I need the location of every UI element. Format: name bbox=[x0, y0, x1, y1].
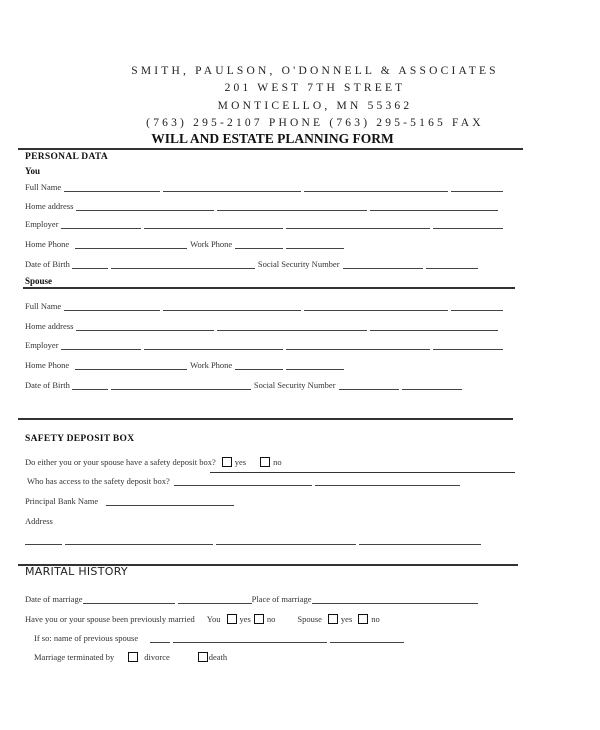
firm-street: 201 WEST 7TH STREET bbox=[224, 82, 406, 94]
full-name-field[interactable] bbox=[64, 301, 160, 311]
address-field[interactable] bbox=[65, 535, 213, 545]
address-field[interactable] bbox=[216, 535, 356, 545]
label: Employer bbox=[25, 219, 59, 229]
address-field[interactable] bbox=[359, 535, 481, 545]
work-phone-field[interactable] bbox=[235, 239, 283, 249]
full-name-field[interactable] bbox=[451, 301, 503, 311]
marriage-place-field[interactable] bbox=[312, 594, 478, 604]
label: Have you or your spouse been previously married bbox=[25, 614, 195, 624]
full-name-field[interactable] bbox=[163, 301, 301, 311]
label: divorce bbox=[144, 652, 170, 662]
full-name-field[interactable] bbox=[451, 182, 503, 192]
spouse-full-name-row bbox=[25, 299, 506, 311]
marriage-date-field[interactable] bbox=[83, 594, 175, 604]
death-checkbox[interactable] bbox=[198, 652, 208, 662]
full-name-field[interactable] bbox=[304, 182, 448, 192]
you-no-checkbox[interactable] bbox=[254, 614, 264, 624]
label: Date of marriage bbox=[25, 594, 83, 604]
safety-deposit-heading: SAFETY DEPOSIT BOX bbox=[25, 434, 135, 444]
divider bbox=[210, 472, 515, 473]
you-employer-row bbox=[25, 217, 506, 229]
label: Do either you or your spouse have a safety deposit box? bbox=[25, 457, 216, 467]
label: Work Phone bbox=[190, 360, 233, 370]
access-field[interactable] bbox=[174, 476, 312, 486]
work-phone-field[interactable] bbox=[286, 360, 344, 370]
employer-field[interactable] bbox=[433, 340, 503, 350]
dob-field[interactable] bbox=[111, 259, 255, 269]
previous-spouse-field[interactable] bbox=[150, 633, 170, 643]
full-name-field[interactable] bbox=[64, 182, 160, 192]
label: Home Phone bbox=[25, 239, 70, 249]
label: yes bbox=[239, 614, 251, 624]
label: Employer bbox=[25, 340, 59, 350]
home-phone-field[interactable] bbox=[75, 239, 187, 249]
access-field[interactable] bbox=[315, 476, 460, 486]
label: Social Security Number bbox=[253, 380, 336, 390]
spouse-home-address-row bbox=[25, 319, 501, 331]
you-full-name-row bbox=[25, 180, 506, 192]
employer-field[interactable] bbox=[144, 219, 283, 229]
home-address-field[interactable] bbox=[370, 321, 498, 331]
marriage-date-row bbox=[25, 592, 481, 604]
label: Principal Bank Name bbox=[25, 496, 99, 506]
spouse-employer-row bbox=[25, 338, 506, 350]
label: Date of Birth bbox=[25, 380, 70, 390]
you-yes-checkbox[interactable] bbox=[227, 614, 237, 624]
home-address-field[interactable] bbox=[370, 201, 498, 211]
form-title: WILL AND ESTATE PLANNING FORM bbox=[151, 131, 394, 146]
work-phone-field[interactable] bbox=[235, 360, 283, 370]
label: Home Phone bbox=[25, 360, 70, 370]
label: Full Name bbox=[25, 301, 62, 311]
home-address-field[interactable] bbox=[76, 321, 214, 331]
you-home-address-row bbox=[25, 199, 501, 211]
label: no bbox=[371, 614, 380, 624]
label: If so: name of previous spouse bbox=[34, 633, 139, 643]
safety-box-question-row bbox=[25, 455, 282, 467]
ssn-field[interactable] bbox=[339, 380, 399, 390]
previous-spouse-field[interactable] bbox=[173, 633, 327, 643]
label: Full Name bbox=[25, 182, 62, 192]
dob-field[interactable] bbox=[72, 259, 108, 269]
termination-row bbox=[34, 650, 227, 662]
full-name-field[interactable] bbox=[163, 182, 301, 192]
spouse-no-checkbox[interactable] bbox=[358, 614, 368, 624]
bank-name-field[interactable] bbox=[106, 496, 234, 506]
label: no bbox=[266, 614, 276, 624]
label: You bbox=[206, 614, 221, 624]
spouse-phone-row bbox=[25, 358, 347, 370]
home-address-field[interactable] bbox=[76, 201, 214, 211]
label: yes bbox=[340, 614, 353, 624]
employer-field[interactable] bbox=[144, 340, 283, 350]
label: Date of Birth bbox=[25, 259, 70, 269]
home-address-field[interactable] bbox=[217, 201, 367, 211]
employer-field[interactable] bbox=[61, 219, 141, 229]
you-dob-row bbox=[25, 257, 481, 269]
label: Social Security Number bbox=[257, 259, 340, 269]
spouse-dob-row bbox=[25, 378, 465, 390]
access-row bbox=[27, 474, 463, 486]
label: no bbox=[273, 457, 282, 467]
label: Work Phone bbox=[190, 239, 233, 249]
employer-field[interactable] bbox=[286, 219, 430, 229]
divorce-checkbox[interactable] bbox=[128, 652, 138, 662]
bank-row bbox=[25, 494, 237, 506]
label: Marriage terminated by bbox=[34, 652, 115, 662]
divider bbox=[18, 418, 513, 420]
dob-field[interactable] bbox=[111, 380, 251, 390]
previously-married-row bbox=[25, 612, 380, 624]
marital-history-heading: MARITAL HISTORY bbox=[25, 565, 128, 578]
ssn-field[interactable] bbox=[343, 259, 423, 269]
employer-field[interactable] bbox=[286, 340, 430, 350]
ssn-field[interactable] bbox=[402, 380, 462, 390]
you-phone-row bbox=[25, 237, 347, 249]
address-field[interactable] bbox=[25, 535, 62, 545]
marriage-date-field[interactable] bbox=[178, 594, 252, 604]
full-name-field[interactable] bbox=[304, 301, 448, 311]
label: death bbox=[208, 652, 228, 662]
label: Who has access to the safety deposit box? bbox=[27, 476, 170, 486]
label: yes bbox=[234, 457, 247, 467]
spouse-yes-checkbox[interactable] bbox=[328, 614, 338, 624]
firm-phone-fax: (763) 295-2107 PHONE (763) 295-5165 FAX bbox=[146, 117, 484, 129]
label: Home address bbox=[25, 321, 74, 331]
label: Place of marriage bbox=[251, 594, 312, 604]
divider bbox=[18, 148, 523, 150]
firm-name: SMITH, PAULSON, O'DONNELL & ASSOCIATES bbox=[131, 65, 499, 77]
spouse-heading: Spouse bbox=[25, 276, 53, 286]
address-row bbox=[25, 514, 53, 526]
firm-city: MONTICELLO, MN 55362 bbox=[217, 100, 413, 112]
you-heading: You bbox=[25, 166, 41, 176]
yes-checkbox[interactable] bbox=[222, 457, 232, 467]
personal-data-heading: PERSONAL DATA bbox=[25, 152, 108, 162]
divider bbox=[23, 287, 515, 289]
previous-spouse-field[interactable] bbox=[330, 633, 404, 643]
home-address-field[interactable] bbox=[217, 321, 367, 331]
label: Home address bbox=[25, 201, 74, 211]
work-phone-field[interactable] bbox=[286, 239, 344, 249]
dob-field[interactable] bbox=[72, 380, 108, 390]
label: Spouse bbox=[297, 614, 322, 624]
ssn-field[interactable] bbox=[426, 259, 478, 269]
home-phone-field[interactable] bbox=[75, 360, 187, 370]
employer-field[interactable] bbox=[433, 219, 503, 229]
label: Address bbox=[25, 516, 53, 526]
previous-spouse-row bbox=[34, 631, 407, 643]
address-lines bbox=[25, 533, 484, 545]
no-checkbox[interactable] bbox=[260, 457, 270, 467]
employer-field[interactable] bbox=[61, 340, 141, 350]
